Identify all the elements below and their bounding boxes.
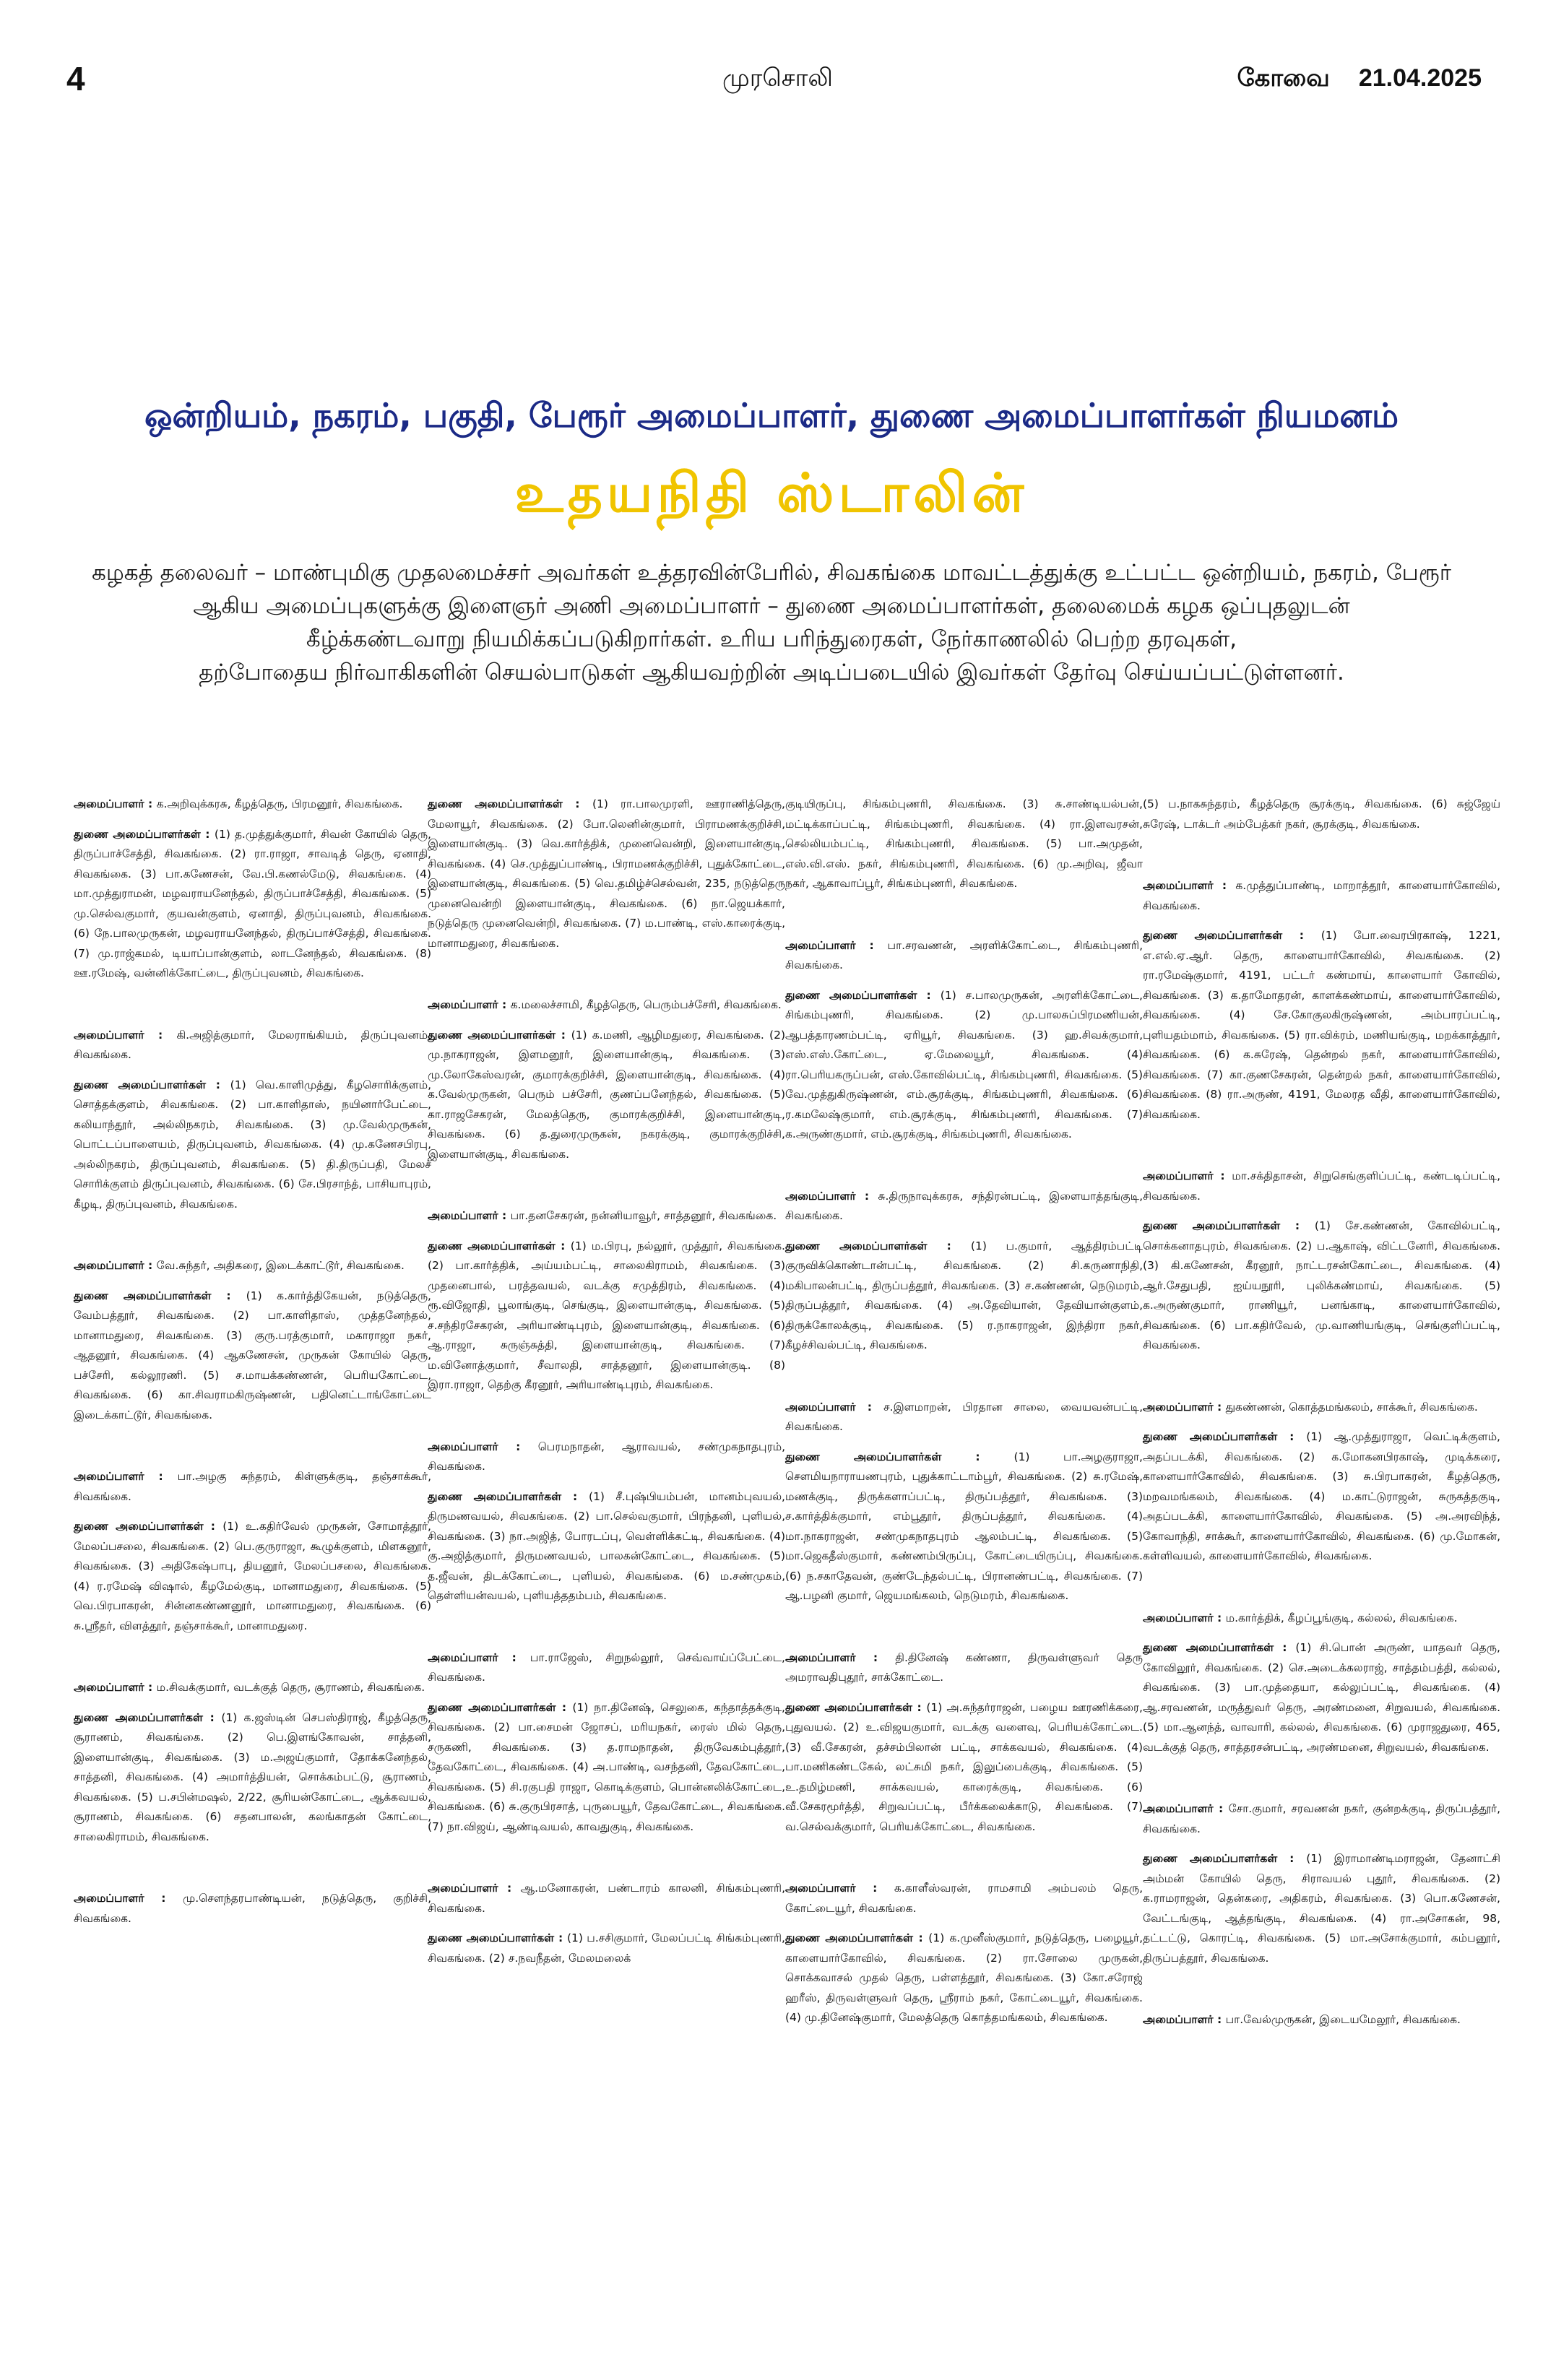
organizer-entry <box>428 1879 785 1918</box>
deputies-entry <box>785 1237 1143 1356</box>
organizer-label: அமைப்பாளர் : <box>74 1259 157 1272</box>
deputies-label: துணை அமைப்பாளர்கள் : <box>428 1700 573 1714</box>
deputies-entry <box>428 1487 785 1606</box>
appointment-block <box>74 1889 431 1929</box>
column-3 <box>785 795 1143 2070</box>
deputies-entry <box>428 1026 785 1165</box>
column-1 <box>74 795 431 1970</box>
organizer-entry <box>1143 1799 1500 1839</box>
signatory-name: உதயநிதி ஸ்டாலின் <box>514 462 1029 524</box>
organizer-entry <box>1143 876 1500 916</box>
organizer-label: அமைப்பாளர் : <box>785 1650 896 1664</box>
deputies-label: துணை அமைப்பாளர்கள் : <box>428 1028 571 1042</box>
organizer-entry <box>1143 1398 1500 1418</box>
organizer-value: பா.ராஜேஸ், சிறுநல்லூர், செவ்வாய்ப்பேட்டை, சிவகங்கை. <box>428 1650 785 1684</box>
deputies-entry <box>1143 1638 1500 1757</box>
appointment-block <box>785 936 1143 1145</box>
deputies-value: (1) க.முனீஸ்குமார், நடுத்தெரு, பழையூர், காளையார்கோவில், சிவகங்கை. (2) ரா.சோலை முருகன், சொக்கவாசல் முதல் தெரு, பள்ளத்தூர், சிவகங்கை. (3) கோ.சரோஜ் ஹரீஸ், திருவள்ளுவர் தெரு, ஸ்ரீராம் நகர், கோட்டையூர், சிவகங்கை. (4) மு.தினேஷ்குமார், மேலத்தெரு கொத்தமங்கலம், சிவகங்கை. <box>785 1931 1143 2024</box>
deputies-label: துணை அமைப்பாளர்கள் : <box>74 1289 246 1302</box>
deputies-entry <box>1143 1849 1500 1968</box>
column-4 <box>1143 795 1500 2072</box>
organizer-entry <box>74 1467 431 1507</box>
organizer-entry <box>428 1648 785 1688</box>
appointment-block <box>1143 2010 1500 2030</box>
deputies-label: துணை அமைப்பாளர்கள் : <box>428 797 592 810</box>
deputies-value: (1) நா.தினேஷ், செலுகை, கந்தாத்தக்குடி, சிவகங்கை. (2) பா.சைமன் ஜோசப், மரியநகர், ரைஸ் மில் தெரு, சருகணி, சிவகங்கை. (3) த.ராமநாதன், திருவேகம்புத்தூர், தேவகோட்டை, சிவகங்கை. (4) அ.பாண்டி, வசந்தனி, தேவகோட்டை, சிவகங்கை. (5) சி.ரகுபதி ராஜா, கொடிக்குளம், பொன்னலிக்கோட்டை, சிவகங்கை. (6) சு.குருபிரசாத், புருபையூர், தேவகோட்டை, சிவகங்கை. (7) நா.விஜய், ஆண்டிவயல், காவதுகுடி, சிவகங்கை. <box>428 1700 785 1833</box>
organizer-entry <box>74 795 431 815</box>
appointment-block <box>74 1256 431 1425</box>
column-2 <box>428 795 785 2010</box>
appointment-block <box>428 1437 785 1606</box>
deputies-value: (1) க.ஜஸ்டின் செபஸ்திராஜ், கீழத்தெரு, சூராணம், சிவகங்கை. (2) பெ.இளங்கோவன், சாத்தனி, இளையான்குடி, சிவகங்கை. (3) ம.அஜய்குமார், தோக்கனேந்தல், சாத்தனி, சிவகங்கை. (4) அமார்த்தியன், சொக்கம்பட்டு, சூராணம், சிவகங்கை. (5) ப.சபின்மஷல், 2/22, சூரியன்கோட்டை, ஆக்கவயல், சூராணம், சிவகங்கை. (6) சதனபாலன், கலங்காதன் கோட்டை, சாலைகிராமம், சிவகங்கை. <box>74 1710 431 1843</box>
deputies-entry <box>74 1286 431 1426</box>
intro-line: ஆகிய அமைப்புகளுக்கு இளைஞர் அணி அமைப்பாளர் – துணை அமைப்பாளர்கள், தலைமைக் கழக ஒப்புதலுடன் <box>193 593 1350 619</box>
deputies-value: (1) ஆ.முத்துராஜா, வெட்டிக்குளம், அதப்படக்கி, சிவகங்கை. (2) க.மோகனபிரகாஷ், முடிக்கரை, காளையார்கோவில், சிவகங்கை. (3) சு.பிரபாகரன், கீழத்தெரு, மறவமங்கலம், சிவகங்கை. (4) ம.காட்டுராஜன், சுருகத்தகுடி, அதப்படக்கி, காளையார்கோவில், சிவகங்கை. (5) அ.அரவிந்த், கோவாந்தி, சாக்கூர், காளையார்கோவில், சிவகங்கை. (6) மு.மோகன், கள்ளிவயல், காளையார்கோவில், சிவகங்கை. <box>1143 1430 1500 1562</box>
deputies-value: (1) அ.சுந்தர்ராஜன், பழைய ஊரணிக்கரை, புதுவயல். (2) உ.விஜயகுமார், வடக்கு வளைவு, பெரியக்கோட்டை. (3) வீ.சேகரன், தச்சம்பிலான் பட்டி, சாக்கவயல், சிவகங்கை. (4) பா.மணிகண்டகேல், லட்சுமி நகர், இலுப்பைக்குடி, சிவகங்கை. (5) உ.தமிழ்மணி, சாக்கவயல், காரைக்குடி, சிவகங்கை. (6) வீ.சேகரமூர்த்தி, சிறுவப்பட்டி, பீர்க்கலைக்காடு, சிவகங்கை. (7) வ.செல்வக்குமார், பெரியக்கோட்டை, சிவகங்கை. <box>785 1700 1143 1833</box>
organizer-label: அமைப்பாளர் : <box>1143 879 1236 892</box>
deputies-entry <box>785 1448 1143 1606</box>
deputies-label: துணை அமைப்பாளர்கள் : <box>1143 929 1321 942</box>
deputies-label: துணை அமைப்பாளர்கள் : <box>785 1450 1014 1463</box>
organizer-value: க.காளீஸ்வரன், ராமசாமி அம்பலம் தெரு, கோட்டையூர், சிவகங்கை. <box>785 1882 1143 1915</box>
deputies-entry <box>74 825 431 984</box>
organizer-label: அமைப்பாளர் : <box>74 1681 157 1694</box>
deputies-value: (1) உ.கதிர்வேல் முருகன், சோமாத்தூர், மேலப்பசலை, சிவகங்கை. (2) பெ.குரு‌ராஜா, கூழுக்குளம், மிளகனூர், சிவகங்கை. (3) அதிகேஷ்பாபு, தியனூர், மேலப்பசலை, சிவகங்கை. (4) ர.ரமேஷ் விஷால், கீழமேல்குடி, மானாமதுரை, சிவகங்கை. (5) வெ.பிரபாகரன், சின்னகண்ணனூர், மானாமதுரை, சிவகங்கை. (6) சு.ஸ்ரீதர், விளத்தூர், தஞ்சாக்கூர், மானாமதுரை. <box>74 1520 431 1632</box>
organizer-value: க.மலைச்சாமி, கீழத்தெரு, பெரும்பச்சேரி, சிவகங்கை. <box>510 998 782 1011</box>
organizer-entry <box>785 1187 1143 1226</box>
organizer-value: ம.சிவக்குமார், வடக்குத் தெரு, சூராணம், சிவகங்கை. <box>156 1681 425 1694</box>
organizer-value: ம.கார்த்திக், கீழப்பூங்குடி, கல்லல், சிவகங்கை. <box>1225 1611 1458 1624</box>
organizer-value: வே.சுந்தர், அதிகரை, இடைக்காட்டூர், சிவகங்கை. <box>156 1259 405 1272</box>
deputies-entry <box>785 795 1143 894</box>
deputies-entry <box>785 1929 1143 2028</box>
deputies-entry <box>428 1929 785 1968</box>
organizer-entry <box>428 995 785 1016</box>
deputies-label: துணை அமைப்பாளர்கள் : <box>785 988 941 1002</box>
organizer-value: பா.வேல்முருகன், இடையமேலூர், சிவகங்கை. <box>1225 2013 1461 2026</box>
organizer-entry <box>74 1256 431 1276</box>
organizer-value: சோ.குமார், சரவணன் நகர், குன்றக்குடி, திருப்பத்தூர், சிவகங்கை. <box>1143 1802 1501 1835</box>
organizer-entry <box>1143 1609 1500 1629</box>
organizer-entry <box>785 1879 1143 1918</box>
intro-line: கழகத் தலைவர் – மாண்புமிகு முதலமைச்சர் அவர்கள் உத்தரவின்பேரில், சிவகங்கை மாவட்டத்துக்கு உட்பட்ட ஒன்றியம், நகரம், பேரூர் <box>92 560 1451 586</box>
organizer-value: க.அறிவுக்கரசு, கீழத்தெரு, பிரமனூர், சிவகங்கை. <box>156 797 403 810</box>
organizer-entry <box>785 1648 1143 1688</box>
organizer-value: பா.சரவணன், அரளிக்கோட்டை, சிங்கம்புணரி, சிவகங்கை. <box>785 938 1144 972</box>
appointment-block <box>785 1879 1143 2028</box>
organizer-label: அமைப்பாளர் : <box>428 1650 530 1664</box>
intro-paragraph <box>79 556 1464 689</box>
organizer-entry <box>785 1398 1143 1437</box>
organizer-label: அமைப்பாளர் : <box>785 1189 878 1203</box>
deputies-entry <box>1143 926 1500 1125</box>
organizer-entry <box>428 1437 785 1477</box>
organizer-value: மு.சௌந்தரபாண்டியன், நடுத்தெரு, குறிச்சி, சிவகங்கை. <box>74 1892 431 1925</box>
deputies-label: துணை அமைப்பாளர்கள் : <box>428 1239 571 1252</box>
intro-line: தற்போதைய நிர்வாகிகளின் செயல்பாடுகள் ஆகியவற்றின் அடிப்படையில் இவர்கள் தேர்வு செய்யப்பட்டுள்ளனர். <box>199 659 1344 685</box>
organizer-label: அமைப்பாளர் : <box>74 1892 183 1905</box>
deputies-label: துணை அமைப்பாளர்கள் : <box>428 1489 589 1503</box>
deputies-label: துணை அமைப்பாளர்கள் : <box>428 1931 567 1944</box>
deputies-entry <box>74 1708 431 1848</box>
organizer-label: அமைப்பாளர் : <box>428 1440 538 1453</box>
organizer-entry <box>74 1026 431 1065</box>
appointment-block <box>428 1879 785 1968</box>
organizer-label: அமைப்பாளர் : <box>1143 1400 1226 1414</box>
organizer-label: அமைப்பாளர் : <box>1143 1169 1232 1182</box>
appointment-block <box>428 1648 785 1838</box>
deputies-label: துணை அமைப்பாளர்கள் : <box>1143 1852 1307 1865</box>
organizer-value: பா.தனசேகரன், நன்னியாவூர், சாத்தனூர், சிவகங்கை. <box>510 1209 777 1222</box>
deputies-label: துணை அமைப்பாளர்கள் : <box>785 1700 927 1714</box>
organizer-label: அமைப்பாளர் : <box>428 1209 511 1222</box>
organizer-value: கி.அஜித்குமார், மேலராங்கியம், திருப்புவனம், சிவகங்கை. <box>74 1028 432 1061</box>
appointment-block <box>74 1678 431 1847</box>
deputies-value: (1) போ.வைரபிரகாஷ், 1221, எ.எல்.ஏ.ஆர். தெரு, காளையார்கோவில், சிவகங்கை. (2) ரா.ரமேஷ்குமார், 4191, பட்டர் கண்மாய், காளையார் கோவில், சிவகங்கை. (3) க.தாமோதரன், காளக்கண்மாய், காளையார்கோவில், சிவகங்கை. (4) சே.கோகுலகிருஷ்ணன், அம்பாரப்பட்டி, புளியதம்மாம், சிவகங்கை. (5) ரா.விக்ரம், மணியங்குடி, மறக்காத்தூர், சிவகங்கை. (6) க.சுரேஷ், தென்றல் நகர், காளையார்கோவில், சிவகங்கை. (7) கா.குணசேகரன், தென்றல் நகர், காளையார்கோவில், சிவகங்கை. (8) ரா.அருண், 4191, மேலரத வீதி, காளையார்கோவில், சிவகங்கை. <box>1143 929 1500 1121</box>
appointment-block <box>785 1648 1143 1838</box>
appointment-block <box>785 795 1143 894</box>
deputies-entry <box>428 1237 785 1395</box>
organizer-label: அமைப்பாளர் : <box>428 998 511 1011</box>
deputies-value: (1) த.முத்துக்குமார், சிவன் கோயில் தெரு, திருப்பாச்சேத்தி, சிவகங்கை. (2) ரா.ராஜா, சாவடித் தெரு, ஏனாதி, சிவகங்கை. (3) பா.கணேசன், வே.பி.கணல்மேடு, சிவகங்கை. (4) மா.முத்துராமன், மழவராயனேந்தல், திருப்பாச்சேத்தி, சிவகங்கை. (5) மு.செல்வகுமார், குயவன்குளம், ஏனாதி, திருப்புவனம், சிவகங்கை. (6) நே.பாலமுருகன், மழவராயனேந்தல், திருப்பாச்சேத்தி, சிவகங்கை. (7) மு.ராஜ்கமல், டியாப்பான்குளம், லாடனேந்தல், சிவகங்கை. (8) ஊ.ரமேஷ், வன்னிக்கோட்டை, திருப்புவனம், சிவகங்கை. <box>74 827 431 979</box>
organizer-entry <box>1143 1167 1500 1206</box>
appointment-block <box>1143 1167 1500 1356</box>
edition-city: கோவை <box>1237 64 1330 92</box>
issue-date: 21.04.2025 <box>1358 64 1482 92</box>
organizer-entry <box>785 936 1143 976</box>
deputies-label: துணை அமைப்பாளர்கள் : <box>1143 1219 1315 1232</box>
deputies-value: (1) சி.பொன் அருண், யாதவர் தெரு, கோவிலூர், சிவகங்கை. (2) செ.அடைக்கலராஜ், சாத்தம்பத்தி, கல்லல், சிவகங்கை. (3) பா.முத்தையா, கல்லுப்பட்டி, சிவகங்கை. (4) ஆ.சரவணன், மருத்துவர் தெரு, அரண்மனை, சிறுவயல், சிவகங்கை. (5) மா.ஆனந்த், வாவாரி, கல்லல், சிவகங்கை. (6) முராஜதுரை, 465, வடக்குத் தெரு, சாத்தரசன்பட்டி, அரண்மனை, சிறுவயல், சிவகங்கை. <box>1143 1641 1500 1754</box>
deputies-entry <box>785 986 1143 1145</box>
appointment-block <box>74 1026 431 1215</box>
organizer-label: அமைப்பாளர் : <box>1143 1802 1229 1815</box>
organizer-value: துகண்ணன், கொத்தமங்கலம், சாக்கூர், சிவகங்கை. <box>1225 1400 1478 1414</box>
appointment-block <box>74 795 431 984</box>
deputies-label: துணை அமைப்பாளர்கள் : <box>74 1520 223 1533</box>
organizer-value: சு.திருநாவுக்கரசு, சந்திரன்பட்டி, இளையாத்தங்குடி, சிவகங்கை. <box>785 1189 1143 1222</box>
organizer-label: அமைப்பாளர் : <box>785 1400 884 1414</box>
appointment-block <box>785 1187 1143 1356</box>
deputies-value: (1) வெ.காளிமுத்து, கீழசொரிக்குளம், சொத்தக்குளம், சிவகங்கை. (2) பா.காளிதாஸ், நயினார்பேட்டை, கலியாந்தூர், அல்லிநகரம், சிவகங்கை. (3) மு.வேல்முருகன், பொட்டப்பாளையம், திருப்புவனம், சிவகங்கை. (4) மு.கணேசபிரபு, அல்லிநகரம், திருப்புவனம், சிவகங்கை. (5) தி.திருப்பதி, மேலச் சொரிக்குளம் திருப்புவனம், சிவகங்கை. (6) சே.பிரசாந்த், பாசியாபுரம், கீழடி, திருப்புவனம், சிவகங்கை. <box>74 1078 431 1211</box>
organizer-entry <box>74 1889 431 1929</box>
deputies-value: (1) க.கார்த்திகேயன், நடுத்தெரு, வேம்பத்தூர், சிவகங்கை. (2) பா.காளிதாஸ், முத்தனேந்தல், மானாமதுரை, சிவகங்கை. (3) குரு.பரத்குமார், மகாராஜா நகர், ஆதனூர், சிவகங்கை. (4) ஆகணேசன், முருகன் கோயில் தெரு, பச்சேரி, கல்லூரணி. (5) ச.மாயக்கண்ணன், பெரியகோட்டை, சிவகங்கை. (6) கா.சிவராமகிருஷ்ணன், பதினெட்டாங்கோட்டை இடைக்காட்டூர், சிவகங்கை. <box>74 1289 431 1421</box>
appointment-block <box>428 795 785 953</box>
organizer-value: ச.இளமாறன், பிரதான சாலை, வையவன்பட்டி, சிவகங்கை. <box>785 1400 1144 1433</box>
organizer-entry <box>1143 2010 1500 2030</box>
appointment-block <box>1143 795 1500 834</box>
deputies-entry <box>1143 1427 1500 1567</box>
appointment-block <box>74 1467 431 1636</box>
deputies-value: (1) சே.கண்ணன், கோவில்பட்டி, சொக்கனாதபுரம், சிவகங்கை. (2) ப.ஆகாஷ், விட்டனேரி, சிவகங்கை. (3) கி.கணேசன், கீரனூர், நாட்டரசன்கோட்டை, சிவகங்கை. (4) ஆர்.சேதுபதி, ஐய்யநூரி, புலிக்கண்மாய், சிவகங்கை. (5) க.அருண்குமார், ராணியூர், பனங்காடி, காளையார்கோவில், சிவகங்கை. (6) பா.கதிர்வேல், மு.வாணியங்குடி, செங்குளிப்பட்டி, சிவகங்கை. <box>1143 1219 1500 1351</box>
deputies-value: குடியிருப்பு, சிங்கம்புணரி, சிவகங்கை. (3) சு.சாண்டியல்பன், மட்டிக்காப்பட்டி, சிங்கம்புணரி, சிவகங்கை. (4) ரா.இளவரசன், செல்லியம்பட்டி, சிங்கம்புணரி, சிவகங்கை. (5) பா.அமுதன், எஸ்.வி.எஸ். நகர், சிங்கம்புணரி, சிவகங்கை. (6) மு.அறிவு, ஜீவா நகர், ஆகாவாப்பூர், சிங்கம்புணரி, சிவகங்கை. <box>785 797 1143 890</box>
deputies-entry <box>428 1698 785 1838</box>
appointment-block <box>428 1206 785 1395</box>
deputies-label: துணை அமைப்பாளர்கள் : <box>1143 1641 1296 1654</box>
organizer-label: அமைப்பாளர் : <box>74 797 157 810</box>
appointment-block <box>785 1398 1143 1606</box>
deputies-value: (5) ப.நாகசுந்தரம், கீழத்தெரு சூரக்குடி, சிவகங்கை. (6) சுஜ்ஜேய் சுரேஷ், டாக்டர் அம்பேத்கர் நகர், சூரக்குடி, சிவகங்கை. <box>1143 797 1500 831</box>
organizer-value: ஆ.மனோகரன், பண்டாரம் காலனி, சிங்கம்புணரி, சிவகங்கை. <box>428 1882 786 1915</box>
deputies-label: துணை அமைப்பாளர்கள் : <box>74 1710 222 1724</box>
organizer-value: தி.தினேஷ் கண்ணா, திருவள்ளுவர் தெரு அமராவதிபுதூர், சாக்கோட்டை. <box>785 1650 1143 1684</box>
organizer-label: அமைப்பாளர் : <box>1143 1611 1226 1624</box>
organizer-label: அமைப்பாளர் : <box>428 1882 521 1895</box>
deputies-label: துணை அமைப்பாளர்கள் : <box>74 827 215 841</box>
deputies-entry <box>1143 1216 1500 1356</box>
deputies-value: (1) பா.அழகுராஜா, சௌமியநாராயணபுரம், புதுக்காட்டாம்பூர், சிவகங்கை. (2) சு.ரமேஷ், மணக்குடி, திருக்களாப்பட்டி, திருப்பத்தூர், சிவகங்கை. (3) ச.கார்த்திக்குமார், எம்பூதூர், திருப்பத்தூர், சிவகங்கை. (4) மா.நாகராஜன், சண்முகநாதபுரம் ஆலம்பட்டி, சிவகங்கை. (5) மா.ஜெகதீஸ்குமார், கண்ணம்பிருப்பு, கோட்டையிருப்பு, சிவகங்கை. (6) ந.சகாதேவன், குண்டேந்தல்பட்டி, பிரானண்பட்டி, சிவகங்கை. (7) ஆ.பழனி குமார், ஜெயமங்கலம், நெடுமரம், சிவகங்கை. <box>785 1450 1143 1602</box>
newspaper-name: முரசொலி <box>722 64 833 92</box>
headline: ஒன்றியம், நகரம், பகுதி, பேரூர் அமைப்பாளர், துணை அமைப்பாளர்கள் நியமனம் <box>144 396 1399 435</box>
deputies-value: (1) இராமாண்டிமராஜன், தேனாட்சி அம்மன் கோயில் தெரு, சிராவயல் புதூர், சிவகங்கை. (2) க.ராமராஜன், தென்கரை, அதிகரம், சிவகங்கை. (3) பொ.கணேசன், வேட்டங்குடி, ஆத்தங்குடி, சிவகங்கை. (4) ரா.அசோகன், 98, தட்டட்டு, கொரட்டி, சிவகங்கை. (5) மா.அசோக்குமார், கம்பனூர், திருப்பத்தூர், சிவகங்கை. <box>1143 1852 1500 1965</box>
deputies-value: (1) ம.பிரபு, நல்லூர், முத்தூர், சிவகங்கை. (2) பா.கார்த்திக், அய்யம்பட்டி, சாலைகிராமம், சிவகங்கை. (3) முதனைபால், பரத்தவயல், வடக்கு சமுத்திரம், சிவகங்கை. (4) ரூ.விஜோதி, பூலாங்குடி, செங்குடி, இளையான்குடி, சிவகங்கை. (5) ச.சந்திரசேகரன், அரியாண்டிபுரம், இளையான்குடி, சிவகங்கை. (6) ஆ.ராஜா, சுருஞ்சுத்தி, இளையான்குடி, சிவகங்கை. (7) ம.வினோத்குமார், சீவாலதி, சாத்தனூர், இளையான்குடி. (8) இரா.ராஜா, தெற்கு கீரனூர், அரியாண்டிபுரம், சிவகங்கை. <box>428 1239 785 1391</box>
organizer-entry <box>428 1206 785 1226</box>
organizer-value: பெரமநாதன், ஆராவயல், சண்முகநாதபுரம், சிவகங்கை. <box>428 1440 785 1473</box>
organizer-label: அமைப்பாளர் : <box>74 1028 177 1042</box>
deputies-label: துணை அமைப்பாளர்கள் : <box>74 1078 230 1091</box>
deputies-entry <box>785 1698 1143 1838</box>
organizer-value: பா.அழகு சுந்தரம், கிள்ளுக்குடி, தஞ்சாக்கூர், சிவகங்கை. <box>74 1470 431 1503</box>
organizer-label: அமைப்பாளர் : <box>785 1882 894 1895</box>
deputies-entry <box>1143 795 1500 834</box>
deputies-value: (1) ப.குமார், ஆத்திரம்பட்டி குருவிக்கொண்டான்பட்டி, சிவகங்கை. (2) சி.கருணாநிதி, மகிபாலன்பட்டி, திருப்பத்தூர், சிவகங்கை. (3) ச.கண்ணன், நெடுமரம், திருப்பத்தூர், சிவகங்கை. (4) அ.தேவியான், தேவியான்குளம், திருக்கோலக்குடி, சிவகங்கை. (5) ர.நாகராஜன், இந்திரா நகர், கீழச்சிவல்பட்டி, சிவகங்கை. <box>785 1239 1143 1351</box>
appointment-block <box>1143 876 1500 1125</box>
organizer-label: அமைப்பாளர் : <box>785 938 888 952</box>
page-number: 4 <box>66 60 85 98</box>
organizer-value: மா.சக்திதாசன், சிறுசெங்குளிப்பட்டி, கண்டடிப்பட்டி, சிவகங்கை. <box>1143 1169 1500 1203</box>
deputies-value: (1) ச.பாலமுருகன், அரளிக்கோட்டை, சிங்கம்புணரி, சிவகங்கை. (2) மு.பாலசுப்பிரமணியன், ஆபத்தாரணம்பட்டி, ஏரியூர், சிவகங்கை. (3) ஹ.சிவக்குமார், எஸ்.எஸ்.கோட்டை, ஏ.மேலையூர், சிவகங்கை. (4) ரா.பெரியகருப்பன், எஸ்.கோவில்பட்டி, சிங்கம்புணரி, சிவகங்கை. (5) வே.முத்துகிருஷ்ணன், எம்.சூரக்குடி, சிங்கம்புணரி, சிவகங்கை. (6) ர.கமலேஷ்குமார், எம்.சூரக்குடி, சிங்கம்புணரி, சிவகங்கை. (7) க.அருண்குமார், எம்.சூரக்குடி, சிங்கம்புணரி, சிவகங்கை. <box>785 988 1143 1141</box>
appointment-block <box>1143 1609 1500 1758</box>
deputies-value: (1) ரா.பாலமுரளி, ஊராணித்தெரு, மேலாயூர், சிவகங்கை. (2) போ.லெனின்குமார், பிராமணக்குறிச்சி, இளையான்குடி. (3) வெ.கார்த்திக், முனைவென்றி, இளையான்குடி, சிவகங்கை. (4) செ.முத்துப்பாண்டி, பிராமணக்குறிச்சி, புதுக்கோட்டை, இளையான்குடி, சிவகங்கை. (5) வெ.தமிழ்ச்செல்வன், 235, நடுத்தெரு முனைவென்றி இளையான்குடி, சிவகங்கை. (6) நா.ஜெயக்கார், நடுத்தெரு முனைவென்றி, சிவகங்கை. (7) ம.பாண்டி, எஸ்.காரைக்குடி, மானாமதுரை, சிவகங்கை. <box>428 797 785 950</box>
appointment-block <box>1143 1799 1500 1968</box>
deputies-label: துணை அமைப்பாளர்கள் : <box>785 1931 929 1944</box>
deputies-label: துணை அமைப்பாளர்கள் : <box>785 1239 971 1252</box>
appointment-block <box>1143 1398 1500 1567</box>
organizer-entry <box>74 1678 431 1698</box>
deputies-label: துணை அமைப்பாளர்கள் : <box>1143 1430 1307 1443</box>
city-date <box>1237 64 1482 95</box>
organizer-label: அமைப்பாளர் : <box>1143 2013 1226 2026</box>
deputies-entry <box>428 795 785 953</box>
organizer-value: க.முத்துப்பாண்டி, மாறாத்தூர், காளையார்கோவில், சிவகங்கை. <box>1143 879 1500 912</box>
page-header <box>0 59 1543 103</box>
appointment-block <box>428 995 785 1164</box>
intro-line: கீழ்க்கண்டவாறு நியமிக்கப்படுகிறார்கள். உரிய பரிந்துரைகள், நேர்காணலில் பெற்ற தரவுகள், <box>306 626 1237 652</box>
deputies-entry <box>74 1517 431 1636</box>
deputies-value: (1) ப.சசிகுமார், மேலப்பட்டி சிங்கம்புணரி, சிவகங்கை. (2) ச.நவநீதன், மேலமலைக் <box>428 1931 785 1965</box>
deputies-entry <box>74 1076 431 1215</box>
organizer-label: அமைப்பாளர் : <box>74 1470 178 1483</box>
deputies-value: (1) க.மணி, ஆழிமதுரை, சிவகங்கை. (2) மு.நாகராஜன், இளமனூர், இளையான்குடி, சிவகங்கை. (3) மு.லோகேஸ்வரன், குமாரக்குறிச்சி, இளையான்குடி, சிவகங்கை. (4) க.வேல்முருகன், பெரும் பச்சேரி, குணப்பனேந்தல், சிவகங்கை. (5) கா.ராஜசேகரன், மேலத்தெரு, குமாரக்குறிச்சி, இளையான்குடி, சிவகங்கை. (6) த.துரைமுருகன், நகரக்குடி, குமாரக்குறிச்சி, இளையான்குடி, சிவகங்கை. <box>428 1028 785 1161</box>
deputies-value: (1) சீ.புஷ்பியம்பன், மானம்புவயல், திருமணவயல், சிவகங்கை. (2) பா.செல்வகுமார், பிரந்தனி, புளியல், சிவகங்கை. (3) நா.அஜித், போரடப்பு, வெள்ளிக்கட்டி, சிவகங்கை. (4) கு.அஜித்குமார், திருமணவயல், பாலகன்கோட்டை, சிவகங்கை. (5) த.ஜீவன், திடக்கோட்டை, புளியல், சிவகங்கை. (6) ம.சண்முகம், தெள்ளியன்வயல், புளியத்ததம்பம், சிவகங்கை. <box>428 1489 785 1602</box>
